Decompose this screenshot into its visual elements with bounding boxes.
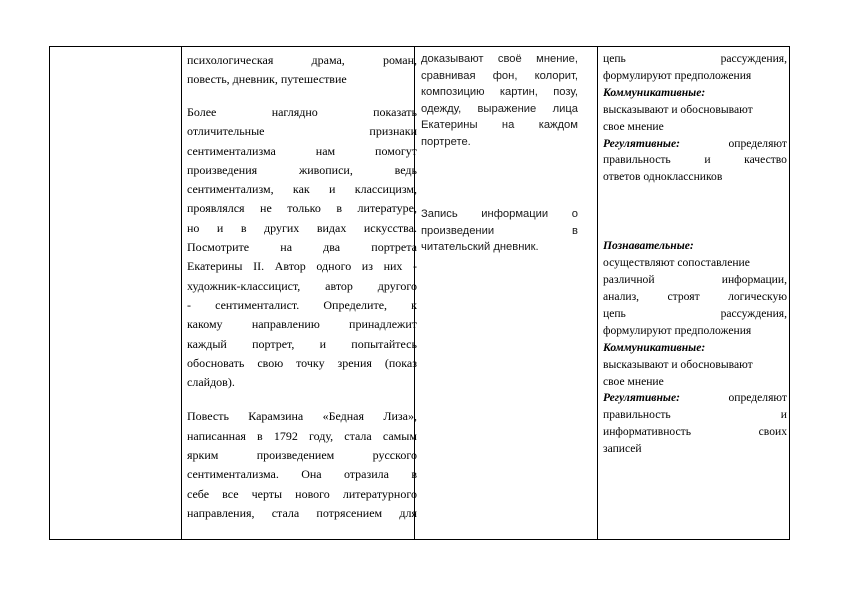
text-line: ответов одноклассников bbox=[603, 170, 723, 184]
text-line-word: наглядно bbox=[271, 105, 318, 119]
text-line-part: цепь bbox=[603, 306, 626, 320]
text-line-word: и bbox=[319, 336, 327, 351]
communicative-heading: Коммуникативные: bbox=[603, 340, 706, 354]
text-line bbox=[603, 51, 787, 68]
text-line bbox=[187, 219, 417, 238]
text-line bbox=[187, 446, 417, 465]
text-line bbox=[603, 390, 787, 407]
text-line-word: нам bbox=[315, 143, 336, 158]
text-line-word: не bbox=[260, 201, 272, 216]
text-line-word: себе bbox=[187, 486, 210, 501]
text-line bbox=[187, 315, 417, 334]
text-line bbox=[187, 103, 417, 122]
text-line-word: свою bbox=[257, 355, 284, 370]
teacher-activity-cell bbox=[187, 51, 417, 523]
text-line-part: строят bbox=[667, 289, 700, 303]
text-line-word: произведением bbox=[256, 448, 335, 463]
regulatory-heading: Регулятивные: bbox=[603, 391, 680, 405]
text-line-word: лица bbox=[552, 102, 578, 115]
text-line bbox=[187, 407, 417, 426]
text-line-word: как bbox=[292, 182, 310, 197]
text-line-word: отразила bbox=[343, 467, 389, 482]
text-line-word: живописи, bbox=[298, 162, 353, 177]
text-line bbox=[603, 136, 787, 153]
text-line: записей bbox=[603, 442, 642, 456]
text-line-word: композицию bbox=[421, 86, 485, 98]
text-line-part: качество bbox=[744, 153, 787, 167]
text-line-word: отличительные bbox=[187, 124, 265, 139]
text-line-word: сентименталист. bbox=[215, 297, 300, 312]
text-line-word: одного bbox=[316, 259, 352, 274]
text-line: формулируют предположения bbox=[603, 323, 752, 337]
text-line-word: ведь bbox=[394, 162, 417, 177]
text-line-word: своё bbox=[497, 53, 522, 65]
text-line-word: выражение bbox=[477, 102, 537, 115]
text-line bbox=[187, 257, 417, 276]
text-line-part: правильность bbox=[603, 153, 671, 167]
text-line-word: но bbox=[187, 220, 200, 235]
text-line bbox=[187, 122, 417, 141]
text-line bbox=[603, 407, 787, 424]
text-line-part: цепь bbox=[603, 52, 626, 65]
text-line-word: II. bbox=[253, 259, 265, 274]
text-line-word: в bbox=[240, 220, 247, 235]
text-line-part: и bbox=[704, 153, 711, 167]
text-line-word: написанная bbox=[187, 428, 246, 443]
text-line-word: в bbox=[257, 428, 263, 443]
text-line-part: психологическая bbox=[187, 53, 274, 67]
text-line-part: драма, bbox=[311, 53, 345, 67]
text-line-word: классицизм, bbox=[354, 182, 417, 197]
text-line-word: принадлежит bbox=[349, 317, 417, 332]
text-line-word: признаки bbox=[369, 124, 417, 139]
text-line-word: (показ bbox=[384, 355, 417, 370]
text-line bbox=[187, 427, 417, 446]
text-line-word: в bbox=[411, 467, 417, 482]
text-line: формулируют предположения bbox=[603, 68, 752, 82]
text-line-word: 1792 bbox=[273, 428, 298, 443]
text-line-part: информации, bbox=[721, 273, 787, 287]
text-line-word: направлению bbox=[251, 317, 320, 332]
text-line-word: Более bbox=[187, 105, 217, 119]
text-line bbox=[421, 117, 578, 134]
text-line-word: самым bbox=[382, 428, 417, 443]
text-line bbox=[421, 206, 578, 223]
text-line-word: другого bbox=[377, 278, 417, 293]
text-line-word: сентиментализм, bbox=[187, 182, 274, 197]
text-line-word: на bbox=[280, 240, 293, 255]
text-line-word: сентиментализма. bbox=[187, 467, 279, 482]
text-line-word: информации bbox=[481, 208, 549, 220]
text-line-word: Повесть bbox=[187, 409, 229, 424]
text-line bbox=[187, 485, 417, 504]
text-line-word: литературного bbox=[342, 486, 417, 501]
text-line-word: Екатерины bbox=[421, 119, 478, 131]
text-line-word: зрения bbox=[337, 355, 372, 370]
text-line bbox=[187, 296, 417, 315]
text-line bbox=[421, 101, 578, 118]
text-line: высказывают и обосновывают bbox=[603, 357, 753, 371]
text-line-word: искусства. bbox=[363, 220, 417, 235]
text-line-word: к bbox=[411, 297, 417, 312]
text-line-word: стала bbox=[344, 428, 372, 443]
text-line-word: из bbox=[361, 259, 373, 274]
text-line: высказывают и обосновывают bbox=[603, 102, 753, 116]
text-line-word: сравнивая bbox=[421, 69, 476, 82]
text-line bbox=[603, 152, 787, 169]
reading-diary-paragraph bbox=[421, 206, 578, 256]
text-line bbox=[187, 465, 417, 484]
text-line-word: все bbox=[222, 486, 239, 501]
text-line-word: черты bbox=[251, 486, 283, 501]
genres-paragraph bbox=[187, 51, 417, 88]
text-line-word: и bbox=[216, 220, 224, 235]
text-line-part: роман, bbox=[382, 53, 417, 67]
text-line-word: Она bbox=[301, 467, 322, 482]
text-line bbox=[187, 504, 417, 523]
text-line bbox=[187, 277, 417, 296]
text-line-word: видах bbox=[316, 220, 347, 235]
text-line-word: мнение, bbox=[536, 53, 578, 65]
text-line bbox=[603, 424, 787, 441]
text-line-word: русского bbox=[372, 448, 417, 463]
column-divider bbox=[597, 47, 598, 539]
text-line-word: них bbox=[383, 259, 403, 274]
text-line: свое мнение bbox=[603, 374, 664, 388]
lesson-plan-table bbox=[49, 46, 790, 540]
text-line bbox=[187, 51, 417, 70]
text-line-word: колорит, bbox=[534, 69, 578, 82]
text-line-part: информативность bbox=[603, 425, 691, 439]
text-line: осуществляют сопоставление bbox=[603, 256, 750, 270]
text-line-word: году, bbox=[308, 428, 334, 443]
portrait-task-paragraph bbox=[187, 103, 417, 392]
text-line-word: художник-классицист, bbox=[187, 278, 301, 293]
text-line-part: своих bbox=[758, 425, 787, 439]
text-line-word: помогут bbox=[375, 143, 417, 158]
text-line-word: на bbox=[501, 119, 515, 131]
text-line-word: произведении bbox=[421, 224, 495, 237]
text-line-word: - bbox=[187, 297, 191, 312]
text-line-word: Екатерины bbox=[187, 259, 243, 274]
student-activity-cell bbox=[421, 51, 578, 256]
text-line-word: нового bbox=[295, 486, 330, 501]
text-line-word: каждом bbox=[538, 119, 578, 131]
text-line-word: портрета bbox=[371, 240, 417, 255]
text-line-word: какому bbox=[187, 317, 223, 332]
portrait-comparison-paragraph bbox=[421, 51, 578, 150]
text-line: слайдов). bbox=[187, 375, 235, 390]
text-line-word: Автор bbox=[274, 259, 306, 274]
learning-outcomes-cell bbox=[603, 51, 787, 458]
text-line-word: - bbox=[413, 259, 417, 274]
text-line-word: показать bbox=[373, 105, 417, 119]
text-line-word: Определите, bbox=[323, 297, 388, 312]
text-line-word: проявлялся bbox=[187, 201, 245, 216]
text-line-word: доказывают bbox=[421, 53, 484, 65]
text-line-part: рассуждения, bbox=[720, 52, 787, 65]
text-line: повесть, дневник, путешествие bbox=[187, 71, 347, 86]
poor-liza-paragraph bbox=[187, 407, 417, 523]
text-line-word: только bbox=[287, 201, 321, 216]
text-line-word: в bbox=[572, 224, 578, 237]
text-line-word: Запись bbox=[421, 208, 458, 220]
text-line-part: различной bbox=[603, 273, 655, 287]
text-line-word: и bbox=[329, 182, 336, 197]
text-line bbox=[603, 306, 787, 323]
text-line-word: портрет, bbox=[252, 336, 295, 351]
text-line-word: направления, bbox=[187, 505, 255, 520]
text-line-part: определяют bbox=[728, 391, 787, 405]
text-line-word: Лиза», bbox=[383, 409, 417, 424]
text-line-word: фон, bbox=[492, 69, 518, 82]
text-line bbox=[603, 272, 787, 289]
text-line-part: анализ, bbox=[603, 289, 640, 303]
text-line bbox=[187, 180, 417, 199]
text-line-word: попытайтесь bbox=[351, 336, 417, 351]
text-line-word: о bbox=[571, 208, 578, 220]
text-line-word: два bbox=[323, 240, 341, 255]
text-line: читательский дневник. bbox=[421, 241, 539, 253]
text-line bbox=[421, 84, 578, 101]
text-line-word: обосновать bbox=[187, 355, 245, 370]
regulatory-heading: Регулятивные: bbox=[603, 136, 680, 150]
text-line bbox=[421, 68, 578, 85]
text-line bbox=[187, 161, 417, 180]
text-line-word: стала bbox=[271, 505, 300, 520]
text-line-part: и bbox=[780, 408, 787, 422]
text-line bbox=[421, 223, 578, 240]
text-line-word: ярким bbox=[187, 448, 219, 463]
text-line-word: одежду, bbox=[421, 102, 462, 115]
text-line bbox=[187, 142, 417, 161]
text-line-word: автор bbox=[325, 278, 353, 293]
text-line-word: в bbox=[336, 201, 343, 216]
text-line bbox=[187, 354, 417, 373]
text-line bbox=[187, 199, 417, 218]
column-divider bbox=[181, 47, 182, 539]
text-line-word: точку bbox=[296, 355, 325, 370]
text-line-word: других bbox=[264, 220, 300, 235]
cognitive-heading: Познавательные: bbox=[603, 239, 694, 253]
text-line bbox=[187, 335, 417, 354]
text-line-part: определяют bbox=[728, 136, 787, 150]
text-line-word: потрясением bbox=[316, 505, 383, 520]
text-line bbox=[603, 289, 787, 306]
text-line: портрете. bbox=[421, 135, 471, 148]
text-line-word: Карамзина bbox=[248, 409, 304, 424]
text-line bbox=[187, 238, 417, 257]
text-line-word: позу, bbox=[553, 86, 578, 98]
text-line-word: для bbox=[399, 505, 417, 520]
text-line-part: рассуждения, bbox=[720, 306, 787, 320]
text-line-word: сентиментализма bbox=[187, 143, 276, 158]
text-line-word: каждый bbox=[187, 336, 227, 351]
text-line-word: литературе, bbox=[357, 201, 417, 216]
text-line-part: логическую bbox=[728, 289, 787, 303]
communicative-heading: Коммуникативные: bbox=[603, 85, 706, 99]
text-line-word: «Бедная bbox=[322, 409, 365, 424]
text-line: свое мнение bbox=[603, 119, 664, 133]
text-line-word: Посмотрите bbox=[187, 240, 250, 255]
text-line-part: правильность bbox=[603, 408, 671, 422]
text-line-word: картин, bbox=[499, 86, 538, 98]
text-line-word: произведения bbox=[187, 162, 258, 177]
text-line bbox=[421, 51, 578, 68]
